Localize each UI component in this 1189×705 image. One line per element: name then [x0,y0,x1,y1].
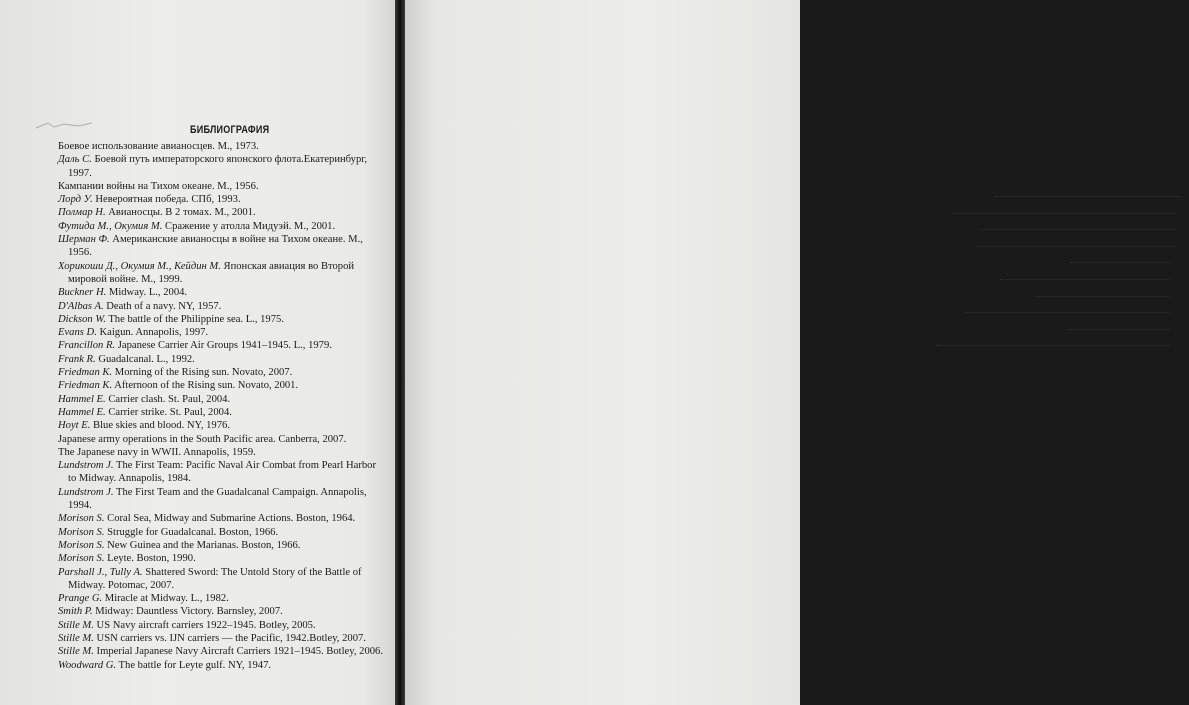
bibliography-entry [58,153,383,180]
entry-author: Evans D. [58,327,97,339]
entry-author: Даль С. [58,154,92,166]
toc-title: Бастард, ставший королем [863,187,994,200]
bibliography-entry [58,206,383,219]
bibliography-entry [58,140,383,153]
entry-text: Struggle for Guadalcanal. Boston, 1966. [104,526,279,538]
entry-text: Midway. L., 2004. [106,287,188,299]
left-page [0,0,395,705]
entry-author: Хорикоши Д., Окумия М., Кейдин М. [58,260,221,272]
toc-page-number: 27 [1177,203,1189,217]
bibliography-entry [58,552,383,565]
toc-leader-dots [936,345,1170,346]
toc-title: Сражение при Мидуэе [863,236,975,250]
toc-leader-dots [977,246,1176,247]
entry-text: Morning of the Rising sun. Novato, 2007. [112,367,293,379]
entry-author: Stille M. [58,632,94,644]
entry-author: Friedman K. [58,367,113,379]
bibliography-entry [58,645,383,658]
entry-text: Imperial Japanese Navy Aircraft Carriers 1921–1945. Botley, 2006. [93,646,383,658]
toc-leader-dots [965,312,1170,313]
bibliography-entry [58,393,383,406]
entry-author: Dickson W. [58,313,106,325]
toc-title: Сражение у Марианских островов [863,286,1034,300]
toc-item [863,269,1189,286]
entry-text: The First Team: Pacific Naval Air Combat from Pearl Harbor to Midway. Annapolis, 1984. [68,460,376,485]
contents-heading: СОДЕРЖАНИЕ [987,150,1096,170]
entry-text: Американские авианосцы в войне на Тихом океане. М., 1956. [68,234,363,259]
entry-text: The First Team and the Guadalcanal Campaign. Annapolis, 1994. [68,486,367,512]
bibliography-entry [58,353,383,366]
entry-text: Сражение у атолла Мидуэй. М., 2001. [162,220,336,232]
toc-page-number: 43 [1177,220,1189,234]
entry-author: Шерман Ф. [58,234,110,246]
toc-item [863,302,1189,319]
entry-text: Japanese army operations in the South Pacific area. Canberra, 2007. [58,433,347,445]
bibliography-entry [58,220,383,233]
toc-item [863,286,1189,303]
toc-title: Бой в Коралловом море [863,220,980,234]
bibliography-entry [58,632,383,645]
entry-text: Miracle at Midway. L., 1982. [102,593,229,605]
book-gutter [395,0,405,705]
entry-text: Midway: Dauntless Victory. Barnsley, 2007. [92,606,283,618]
entry-text: The battle of the Philippine sea. L., 1975. [105,313,284,325]
toc-page-number: 83 [1177,236,1189,250]
entry-text: Carrier clash. St. Paul, 2004. [105,393,231,405]
bibliography-heading: БИБЛИОГРАФИЯ [190,124,270,136]
entry-text: Death of a navy. NY, 1957. [103,300,222,312]
entry-text: Кампании войны на Тихом океане. М., 1956. [58,180,259,192]
entry-author: Prange G. [58,593,103,605]
entry-author: Morison S. [58,513,105,525]
entry-text: Coral Sea, Midway and Submarine Actions. Boston, 1964. [104,513,356,525]
entry-author: Lundstrom J. [58,486,114,498]
bibliography-entry [58,286,383,299]
entry-author: Morison S. [58,553,105,565]
bibliography-entry [58,366,383,379]
entry-text: Carrier strike. St. Paul, 2004. [105,406,232,418]
toc-page-number: 326 [1171,319,1189,333]
bibliography-entry [58,260,383,287]
toc-page-number: 149 [1171,253,1189,267]
entry-author: Lundstrom J. [58,460,114,472]
entry-text: New Guinea and the Marianas. Boston, 1966. [104,539,301,551]
entry-author: Stille M. [58,646,94,658]
toc-title: Виртуальная нереальность номер восемь [863,319,1066,333]
bibliography-entry [58,193,383,206]
bibliography-entry [58,526,383,539]
toc-item [863,203,1189,220]
entry-author: Лорд У. [58,194,93,206]
bibliography-entry [58,539,383,552]
toc-title: Индийский океан [863,203,950,217]
entry-author: Parshall J., Tully A. [58,566,143,578]
toc-leader-dots [995,196,1181,197]
toc-leader-dots [982,229,1176,230]
bibliography-entry [58,566,383,593]
entry-author: Hoyt E. [58,420,91,432]
bibliography-entry [58,512,383,525]
bibliography-entry [58,233,383,260]
entry-text: Боевой путь императорского японского флота.Екатеринбург, 1997. [68,154,368,179]
toc-page-number: 228 [1171,286,1189,300]
bibliography-list [58,140,383,672]
entry-text: USN carriers vs. IJN carriers — the Pacific, 1942.Botley, 2007. [93,632,366,644]
entry-author: Woodward G. [58,659,117,671]
toc-page-number: 292 [1171,303,1189,317]
entry-author: Morison S. [58,526,105,538]
entry-text: US Navy aircraft carriers 1922–1945. Botley, 2005. [93,619,316,631]
toc-title: Бой у мыса Энганьо [863,303,963,317]
bibliography-entry [58,446,383,459]
entry-text: Guadalcanal. L., 1992. [95,353,195,365]
toc-leader-dots [1070,262,1170,263]
toc-title: Бой у Восточных Соломоновых островов [863,253,1068,267]
toc-title: Библиография [863,336,935,350]
toc-page-number: 185 [1171,269,1189,283]
bibliography-entry [58,419,383,432]
toc-page-number: 350 [1171,336,1189,350]
entry-author: Полмар Н. [58,207,106,219]
entry-author: Buckner H. [58,287,107,299]
toc-leader-dots [1000,279,1169,280]
bibliography-entry [58,300,383,313]
bibliography-entry [58,605,383,618]
bibliography-entry [58,379,383,392]
bibliography-entry [58,659,383,672]
bibliography-entry [58,313,383,326]
entry-text: The battle for Leyte gulf. NY, 1947. [116,659,272,671]
entry-text: Japanese Carrier Air Groups 1941–1945. L., 1979. [115,340,332,352]
entry-text: Невероятная победа. СПб, 1993. [92,194,241,206]
bibliography-entry [58,619,383,632]
entry-text: The Japanese navy in WWII. Annapolis, 1959. [58,446,256,458]
toc-title: Бой у островов Санта-Крус [863,269,999,283]
toc-item [863,319,1189,336]
toc-leader-dots [1068,329,1170,330]
bibliography-entry [58,326,383,339]
right-page [405,0,1189,705]
entry-text: Blue skies and blood. NY, 1976. [90,420,230,432]
toc-item [863,236,1189,253]
toc-leader-dots [1035,296,1170,297]
bibliography-entry [58,180,383,193]
entry-author: Morison S. [58,539,105,551]
toc-item [863,335,1189,352]
bibliography-entry [58,406,383,419]
bibliography-entry [58,459,383,486]
toc-item [863,219,1189,236]
entry-author: Frank R. [58,353,96,365]
bibliography-entry [58,433,383,446]
bibliography-entry [58,592,383,605]
toc-item [863,186,1189,203]
entry-text: Afternoon of the Rising sun. Novato, 2001. [112,380,299,392]
table-of-contents [863,186,1189,352]
toc-leader-dots [952,213,1176,214]
entry-author: Francillon R. [58,340,116,352]
entry-text: Авианосцы. В 2 томах. М., 2001. [105,207,256,219]
entry-text: Kaigun. Annapolis, 1997. [96,327,209,339]
entry-author: Hammel E. [58,406,106,418]
entry-author: Stille M. [58,619,94,631]
entry-author: D'Albas A. [58,300,104,312]
bibliography-entry [58,339,383,352]
bibliography-entry [58,486,383,513]
entry-author: Friedman K. [58,380,113,392]
entry-text: Shattered Sword: The Untold Story of the Battle of Midway. Potomac, 2007. [68,566,362,591]
entry-text: Leyte. Boston, 1990. [104,553,196,565]
scan-smudge-icon [34,120,94,132]
entry-text: Японская авиация во Второй мировой войне. М., 1999. [68,260,355,285]
toc-item [863,252,1189,269]
entry-author: Футида М., Окумия М. [58,220,163,232]
entry-author: Smith P. [58,606,93,618]
entry-author: Hammel E. [58,393,106,405]
entry-text: Боевое использование авианосцев. М., 1973. [58,141,259,152]
toc-page-number: 5 [1183,187,1189,200]
